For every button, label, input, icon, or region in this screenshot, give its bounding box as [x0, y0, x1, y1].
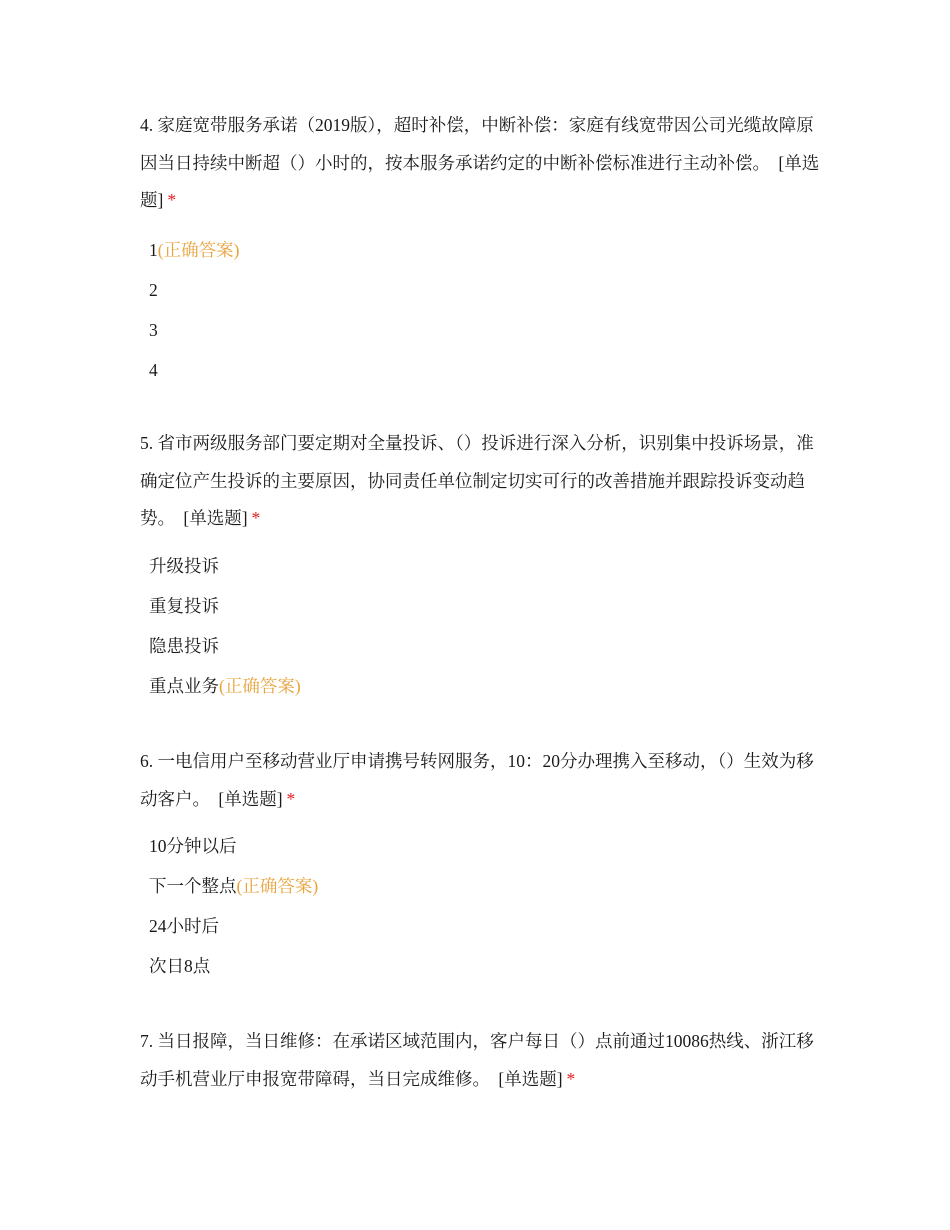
option-label: 1 — [149, 239, 158, 260]
option-list — [140, 546, 820, 706]
correct-answer-tag: (正确答案) — [157, 239, 240, 260]
option-item[interactable] — [140, 946, 820, 986]
question-body: 家庭宽带服务承诺（2019版），超时补偿，中断补偿：家庭有线宽带因公司光缆故障原因当日持续中断超（）小时的，按本服务承诺约定的中断补偿标准进行主动补偿。 — [140, 115, 814, 173]
required-mark: * — [286, 788, 296, 809]
correct-answer-tag: (正确答案) — [236, 876, 319, 896]
option-label: 隐患投诉 — [149, 635, 219, 656]
option-item[interactable] — [140, 586, 820, 626]
required-mark: * — [566, 1068, 576, 1089]
option-item[interactable] — [140, 546, 820, 586]
question-7 — [140, 1023, 820, 1098]
question-type-label: [单选题] — [218, 788, 283, 809]
correct-answer-tag: (正确答案) — [219, 675, 301, 696]
question-5 — [140, 425, 820, 706]
option-item[interactable] — [140, 310, 820, 350]
question-number: 6. — [140, 751, 154, 771]
option-item[interactable] — [140, 626, 820, 666]
option-label: 升级投诉 — [149, 555, 219, 576]
question-number: 5. — [140, 433, 154, 453]
option-item[interactable] — [140, 270, 820, 310]
option-label: 24小时后 — [149, 916, 219, 936]
option-label: 10分钟以后 — [149, 836, 237, 856]
question-4 — [140, 107, 820, 390]
option-label: 重复投诉 — [149, 595, 219, 616]
question-body: 当日报障，当日维修：在承诺区域范围内，客户每日（）点前通过10086热线、浙江移动手机营业厅申报宽带障碍，当日完成维修。 — [140, 1031, 814, 1089]
option-label: 重点业务 — [149, 675, 219, 696]
required-mark: * — [251, 508, 261, 528]
option-item[interactable] — [140, 230, 820, 270]
required-mark: * — [167, 190, 177, 210]
option-label: 下一个整点 — [149, 876, 237, 896]
question-text — [140, 743, 820, 818]
option-item[interactable] — [140, 826, 820, 866]
question-number: 7. — [140, 1031, 154, 1051]
question-type-label: [单选题] — [140, 152, 820, 210]
option-label: 3 — [149, 319, 158, 340]
option-item[interactable] — [140, 866, 820, 906]
question-text — [140, 107, 820, 220]
question-text — [140, 425, 820, 538]
option-list — [140, 230, 820, 390]
option-item[interactable] — [140, 666, 820, 706]
option-item[interactable] — [140, 350, 820, 390]
question-body: 一电信用户至移动营业厅申请携号转网服务，10：20分办理携入至移动，（）生效为移动客户。 — [140, 751, 814, 809]
question-6 — [140, 743, 820, 986]
option-list — [140, 826, 820, 986]
question-text — [140, 1023, 820, 1098]
option-label: 次日8点 — [149, 956, 211, 976]
question-number: 4. — [140, 115, 154, 135]
question-type-label: [单选题] — [183, 508, 248, 528]
option-label: 2 — [149, 279, 158, 300]
question-body: 省市两级服务部门要定期对全量投诉、（）投诉进行深入分析，识别集中投诉场景，准确定位产生投诉的主要原因，协同责任单位制定切实可行的改善措施并跟踪投诉变动趋势。 — [140, 433, 814, 528]
question-type-label: [单选题] — [498, 1068, 563, 1089]
option-label: 4 — [149, 359, 158, 380]
option-item[interactable] — [140, 906, 820, 946]
